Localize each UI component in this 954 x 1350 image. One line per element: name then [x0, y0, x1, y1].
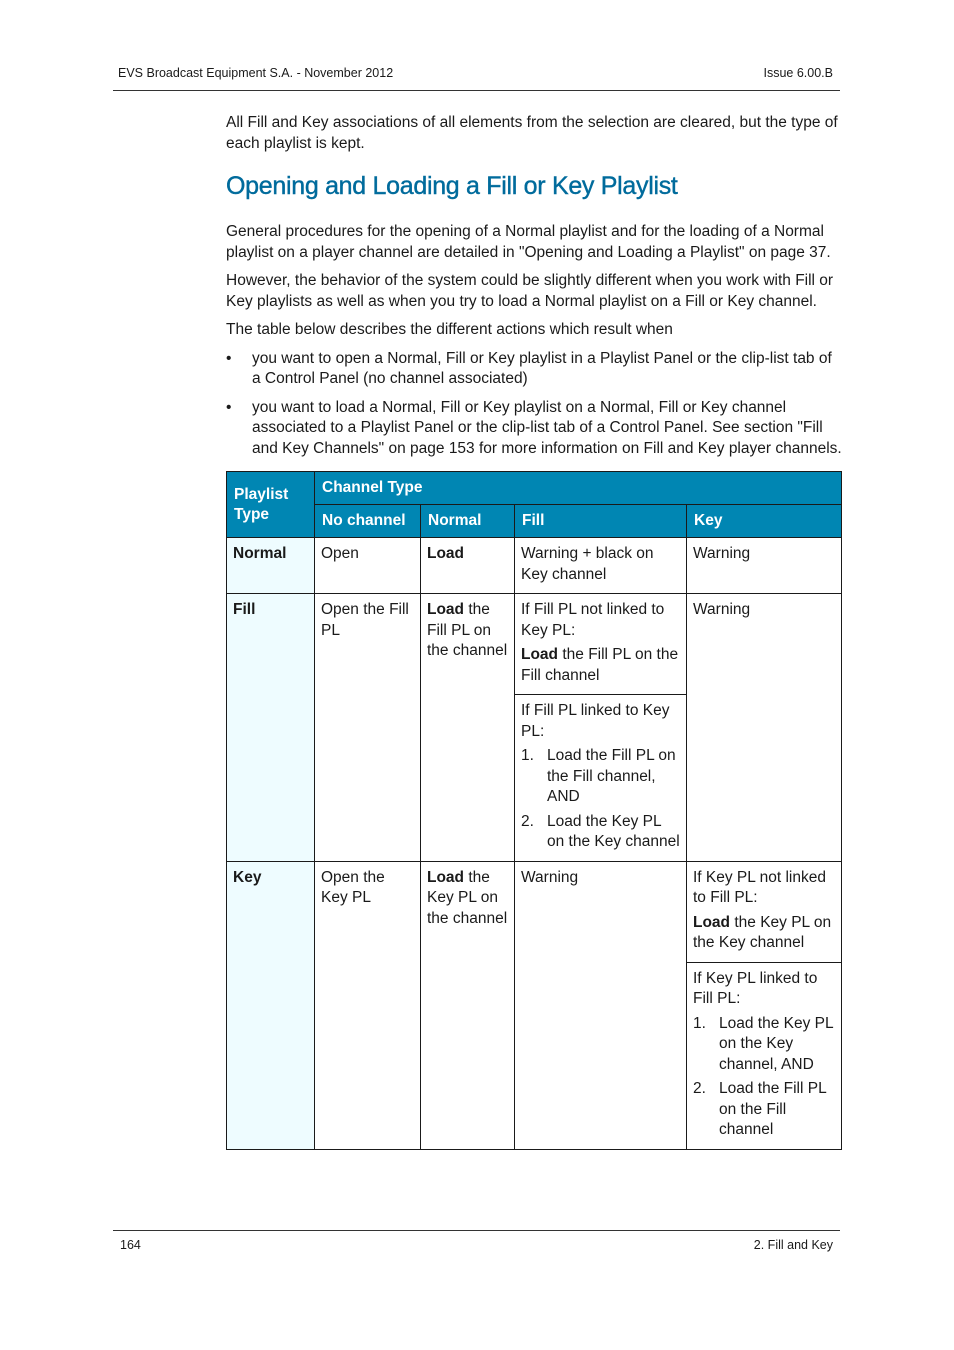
table-row-key [227, 861, 842, 1149]
key-linked-block: If Key PL linked to Fill PL: 1. Load the Key PL on the Key channel, AND 2. Load the Fill PL on the Fill channel [687, 962, 841, 1149]
key-not-linked-block: If Key PL not linked to Fill PL: Load the Key PL on the Key channel [693, 868, 832, 951]
cell-key-no-channel: Open the Key PL [315, 861, 421, 1149]
fill-not-linked-block: If Fill PL not linked to Key PL: Load the Fill PL on the Fill channel [521, 601, 679, 684]
table-row-normal [227, 538, 842, 594]
footer-chapter: 2. Fill and Key [753, 1238, 833, 1252]
cell-normal-key: Warning [687, 538, 842, 594]
list-item: 1. Load the Key PL on the Key channel, AND [693, 1014, 834, 1073]
table-row-fill [227, 594, 842, 862]
bullet-item: • you want to open a Normal, Fill or Key playlist in a Playlist Panel or the clip-list tab of a Control Panel (no channel associated) [226, 349, 832, 387]
cell-key-key [687, 861, 842, 1149]
cell-normal-no-channel: Open [315, 538, 421, 594]
main-content [226, 113, 842, 1150]
header-rule [113, 90, 840, 91]
row-label-fill: Fill [227, 594, 315, 862]
header-publisher: EVS Broadcast Equipment S.A. - November 2012 [118, 66, 394, 80]
cell-key-fill: Warning [515, 861, 687, 1149]
cell-fill-no-channel: Open the Fill PL [315, 594, 421, 862]
paragraph-behavior: However, the behavior of the system could be slightly different when you work with Fill or Key playlists as well as when you try to load a Normal playlist on a Fill or Key channel. [226, 272, 834, 310]
header-issue: Issue 6.00.B [763, 66, 833, 80]
cell-fill-normal: Load the Fill PL on the channel [421, 594, 515, 862]
section-heading: Opening and Loading a Fill or Key Playlist [226, 172, 678, 200]
paragraph-general: General procedures for the opening of a Normal playlist and for the loading of a Normal playlist on a player channel are detailed in "Opening and Loading a Playlist" on page 37. [226, 223, 831, 261]
channel-type-header: Channel Type [315, 472, 842, 505]
col-fill: Fill [515, 505, 687, 538]
cell-fill-key: Warning [687, 594, 842, 862]
row-label-key: Key [227, 861, 315, 1149]
page-number: 164 [120, 1238, 141, 1252]
playlist-type-header: Playlist Type [227, 472, 315, 538]
paragraph-table-intro: The table below describes the different actions which result when [226, 321, 673, 338]
row-label-normal: Normal [227, 538, 315, 594]
bullet-icon: • [226, 398, 232, 416]
bullet-icon: • [226, 349, 232, 367]
intro-paragraph: All Fill and Key associations of all elements from the selection are cleared, but the type of each playlist is kept. [226, 114, 838, 152]
col-no-channel: No channel [315, 505, 421, 538]
bullet-list [226, 349, 842, 460]
list-item: 2. Load the Key PL on the Key channel [521, 812, 680, 850]
list-item: 1. Load the Fill PL on the Fill channel, AND [521, 747, 676, 805]
fill-key-actions-table [226, 471, 842, 1150]
bullet-item: • you want to load a Normal, Fill or Key playlist on a Normal, Fill or Key channel associated to a Playlist Panel or the clip-list tab of a Control Panel. See section "Fill and Key Channels" on page 153 for more information on Fill and Key player channels. [226, 398, 842, 457]
key-linked-steps [693, 1014, 835, 1141]
footer-rule [113, 1230, 840, 1231]
cell-normal-fill: Warning + black on Key channel [515, 538, 687, 594]
fill-linked-block: If Fill PL linked to Key PL: 1. Load the Fill PL on the Fill channel, AND 2. Load the Key PL on the Key channel [515, 694, 686, 861]
col-key: Key [687, 505, 842, 538]
fill-linked-steps [521, 746, 680, 853]
cell-key-normal: Load the Key PL on the channel [421, 861, 515, 1149]
list-item: 2. Load the Fill PL on the Fill channel [693, 1080, 827, 1138]
col-normal: Normal [421, 505, 515, 538]
cell-fill-fill [515, 594, 687, 862]
cell-normal-normal: Load [421, 538, 515, 594]
